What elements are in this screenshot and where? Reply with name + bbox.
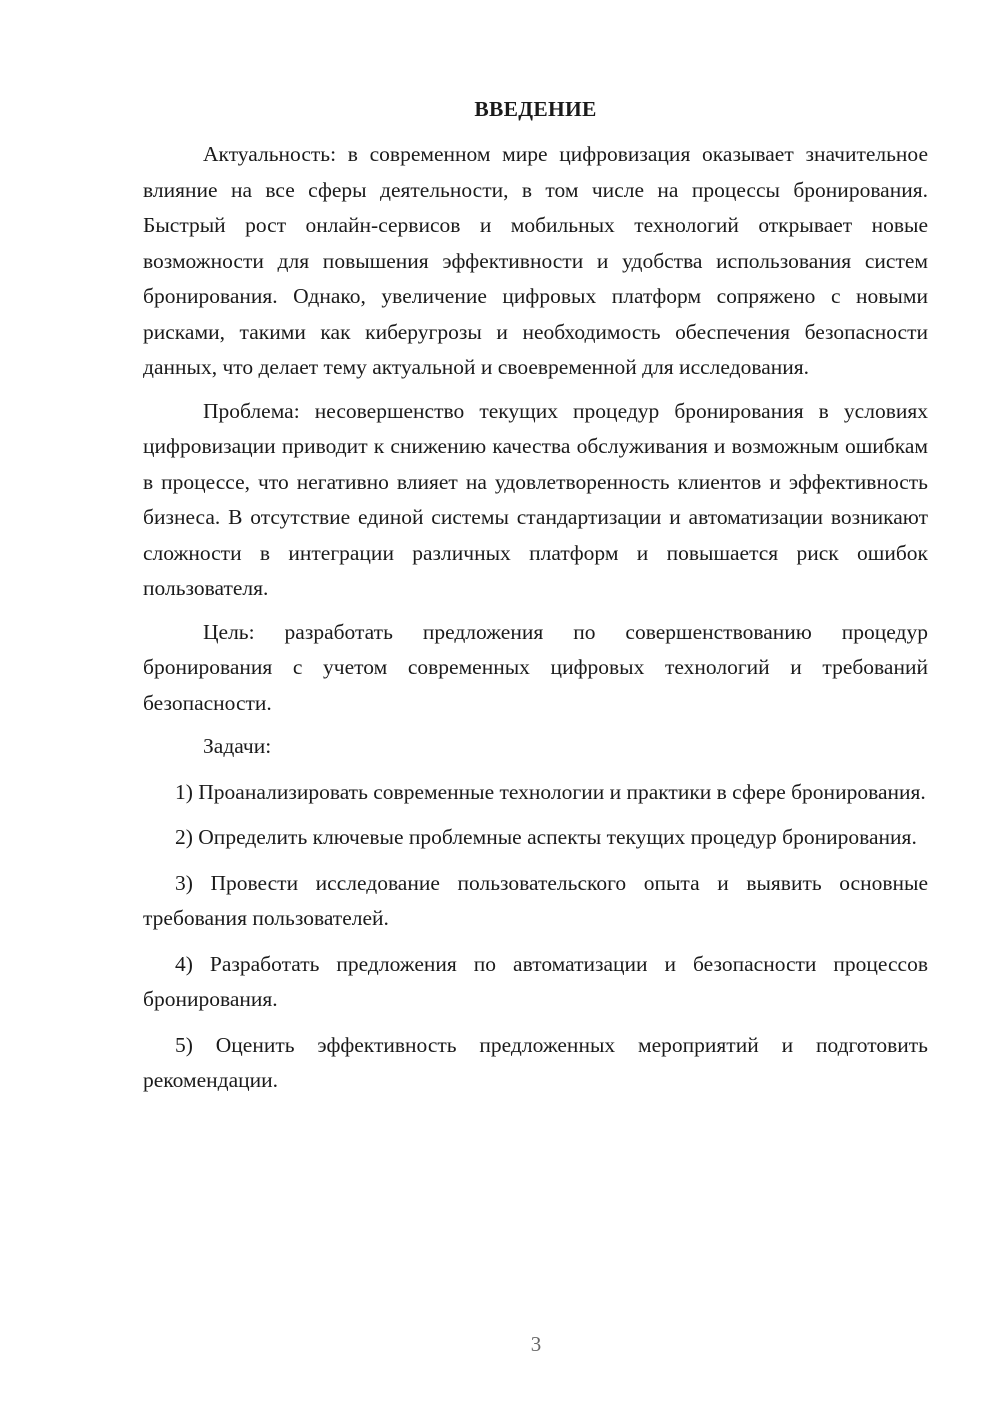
paragraph-problem: Проблема: несовершенство текущих процедур бронирования в условиях цифровизации приводит к снижению качества обслуживания и возможным ошибкам в процессе, что негативно влияет на удовлетворенность клиентов и эффективность бизнеса. В отсутствие единой системы стандартизации и автоматизации возникают сложности в интеграции различных платформ и повышается риск ошибок пользователя.: [143, 398, 928, 600]
task-item-4: 4) Разработать предложения по автоматизации и безопасности процессов бронирования.: [143, 951, 928, 1011]
task-item-1: 1) Проанализировать современные технологии и практики в сфере бронирования.: [175, 779, 926, 804]
task-item-2: 2) Определить ключевые проблемные аспекты текущих процедур бронирования.: [175, 825, 917, 849]
paragraph-relevance: Актуальность: в современном мире цифровизация оказывает значительное влияние на все сферы деятельности, в том числе на процессы бронирования. Быстрый рост онлайн-сервисов и мобильных технологий открывает новые возможности для повышения эффективности и удобства использования систем бронирования. Однако, увеличение цифровых платформ сопряжено с новыми рисками, такими как киберугрозы и необходимость обеспечения безопасности данных, что делает тему актуальной и своевременной для исследования.: [143, 142, 928, 379]
page-content: [143, 92, 928, 1109]
section-title: ВВЕДЕНИЕ: [474, 97, 597, 121]
task-item-5: 5) Оценить эффективность предложенных мероприятий и подготовить рекомендации.: [143, 1032, 928, 1092]
paragraph-goal: Цель: разработать предложения по совершенствованию процедур бронирования с учетом современных цифровых технологий и требований безопасности.: [143, 619, 928, 715]
tasks-label: Задачи:: [203, 734, 272, 758]
task-item-3: 3) Провести исследование пользовательского опыта и выявить основные требования пользователей.: [143, 870, 928, 930]
page-number: 3: [530, 1332, 542, 1356]
